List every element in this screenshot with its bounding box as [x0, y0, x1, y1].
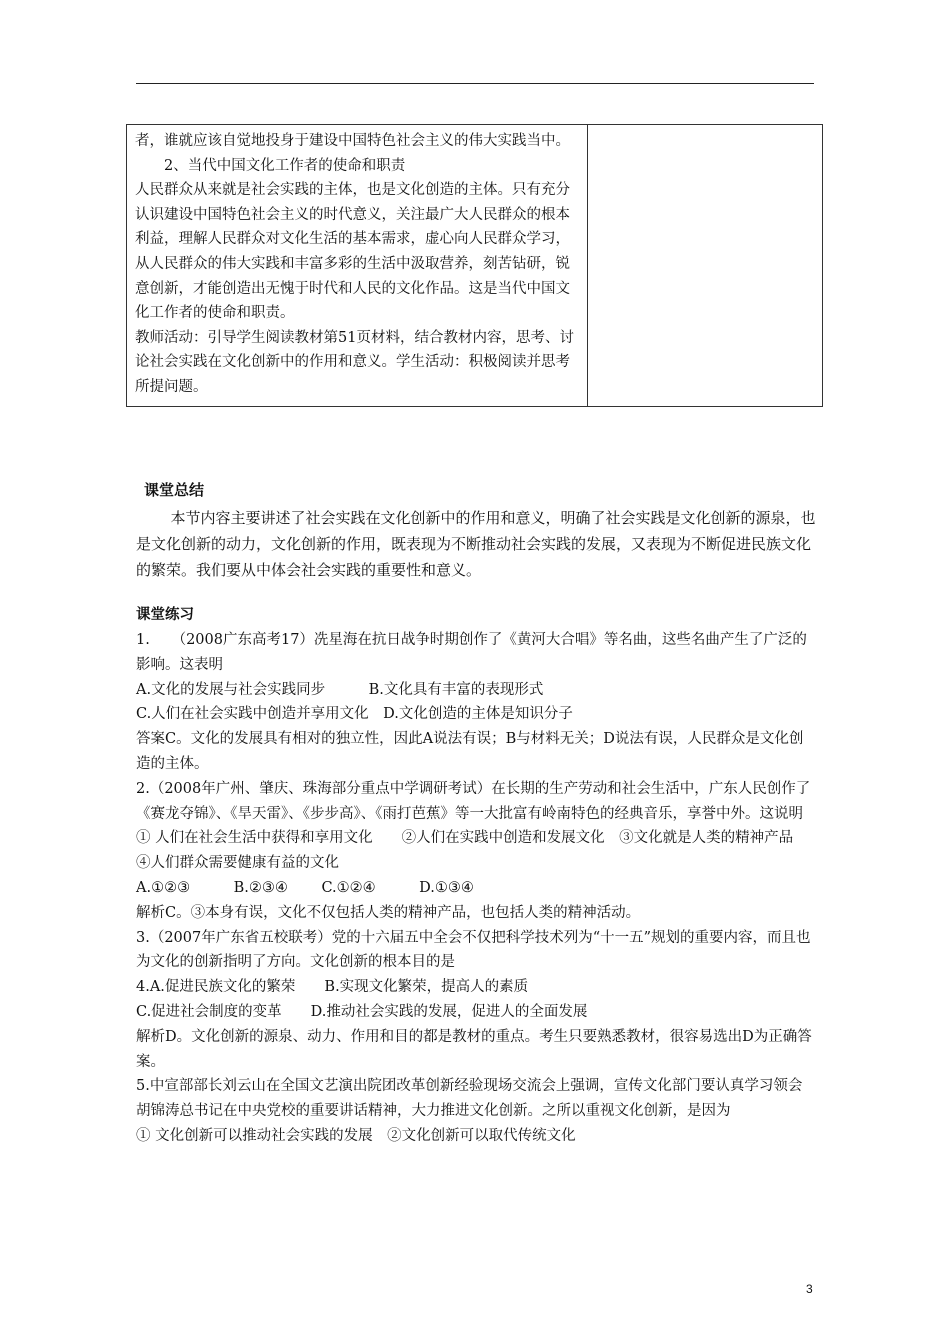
- exercise-line: 2.（2008年广州、肇庆、珠海部分重点中学调研考试）在长期的生产劳动和社会生活中，广东人民创作了《赛龙夺锦》、《旱天雷》、《步步高》、《雨打芭蕉》等一大批富有岭南特色的经典音乐，享誉中外。这说明: [136, 780, 811, 822]
- exercise-line: 1. （2008广东高考17）冼星海在抗日战争时期创作了《黄河大合唱》等名曲，这些名曲产生了广泛的影响。这表明: [136, 632, 807, 673]
- table-paragraph-mission: 人民群众从来就是社会实践的主体，也是文化创造的主体。只有充分认识建设中国特色社会主义的时代意义，关注最广大人民群众的根本利益，理解人民群众对文化生活的基本需求，虚心向人民群众学习，从人民群众的伟大实践和丰富多彩的生活中汲取营养，刻苦钻研，锐意创新，才能创造出无愧于时代和人民的文化作品。这是当代中国文化工作者的使命和职责。: [135, 182, 570, 322]
- exercise-line: ① 人们在社会生活中获得和享用文化 ②人们在实践中创造和发展文化 ③文化就是人类的精神产品 ④人们群众需要健康有益的文化: [136, 830, 823, 872]
- table-paragraph-continued: 者，谁就应该自觉地投身于建设中国特色社会主义的伟大实践当中。: [135, 133, 570, 149]
- exercise-line: A.文化的发展与社会实践同步 B.文化具有丰富的表现形式: [136, 681, 544, 698]
- lesson-table: [126, 124, 823, 407]
- table-main-cell: [127, 125, 588, 407]
- table-subheading: 2、当代中国文化工作者的使命和职责: [164, 157, 406, 174]
- summary-title: 课堂总结: [144, 481, 205, 499]
- exercise-title: 课堂练习: [136, 607, 194, 623]
- table-paragraph-activity: 教师活动：引导学生阅读教材第51页材料，结合教材内容，思考、讨论社会实践在文化创新中的作用和意义。学生活动：积极阅读并思考所提问题。: [135, 329, 574, 395]
- header-rule: [136, 83, 814, 84]
- table-row: [127, 125, 823, 407]
- exercise-line: 5.中宣部部长刘云山在全国文艺演出院团改革创新经验现场交流会上强调，宣传文化部门要认真学习领会胡锦涛总书记在中央党校的重要讲话精神，大力推进文化创新。之所以重视文化创新，是因为: [136, 1078, 803, 1120]
- exercise-line: 解析D。文化创新的源泉、动力、作用和目的都是教材的重点。考生只要熟悉教材，很容易选出D为正确答案。: [136, 1028, 812, 1070]
- exercise-line: ① 文化创新可以推动社会实践的发展 ②文化创新可以取代传统文化: [136, 1127, 576, 1144]
- exercise-line: A.①②③ B.②③④ C.①②④ D.①③④: [136, 879, 474, 896]
- exercise-line: 3.（2007年广东省五校联考）党的十六届五中全会不仅把科学技术列为“十一五”规划的重要内容，而且也为文化的创新指明了方向。文化创新的根本目的是: [136, 929, 811, 971]
- table-side-cell: [588, 125, 823, 407]
- page-number: 3: [806, 1282, 813, 1296]
- exercise-line: 4.A.促进民族文化的繁荣 B.实现文化繁荣，提高人的素质: [136, 979, 529, 996]
- summary-body: 本节内容主要讲述了社会实践在文化创新中的作用和意义，明确了社会实践是文化创新的源泉，也是文化创新的动力，文化创新的作用，既表现为不断推动社会实践的发展，又表现为不断促进民族文化的繁荣。我们要从中体会社会实践的重要性和意义。: [136, 509, 816, 579]
- exercise-line: C.促进社会制度的变革 D.推动社会实践的发展，促进人的全面发展: [136, 1003, 588, 1020]
- exercise-line: C.人们在社会实践中创造并享用文化 D.文化创造的主体是知识分子: [136, 706, 573, 723]
- exercise-line: 答案C。文化的发展具有相对的独立性，因此A说法有误；B与材料无关；D说法有误，人民群众是文化创造的主体。: [136, 731, 804, 772]
- exercise-list: [136, 628, 823, 1149]
- exercise-line: 解析C。③本身有误，文化不仅包括人类的精神产品，也包括人类的精神活动。: [136, 904, 641, 921]
